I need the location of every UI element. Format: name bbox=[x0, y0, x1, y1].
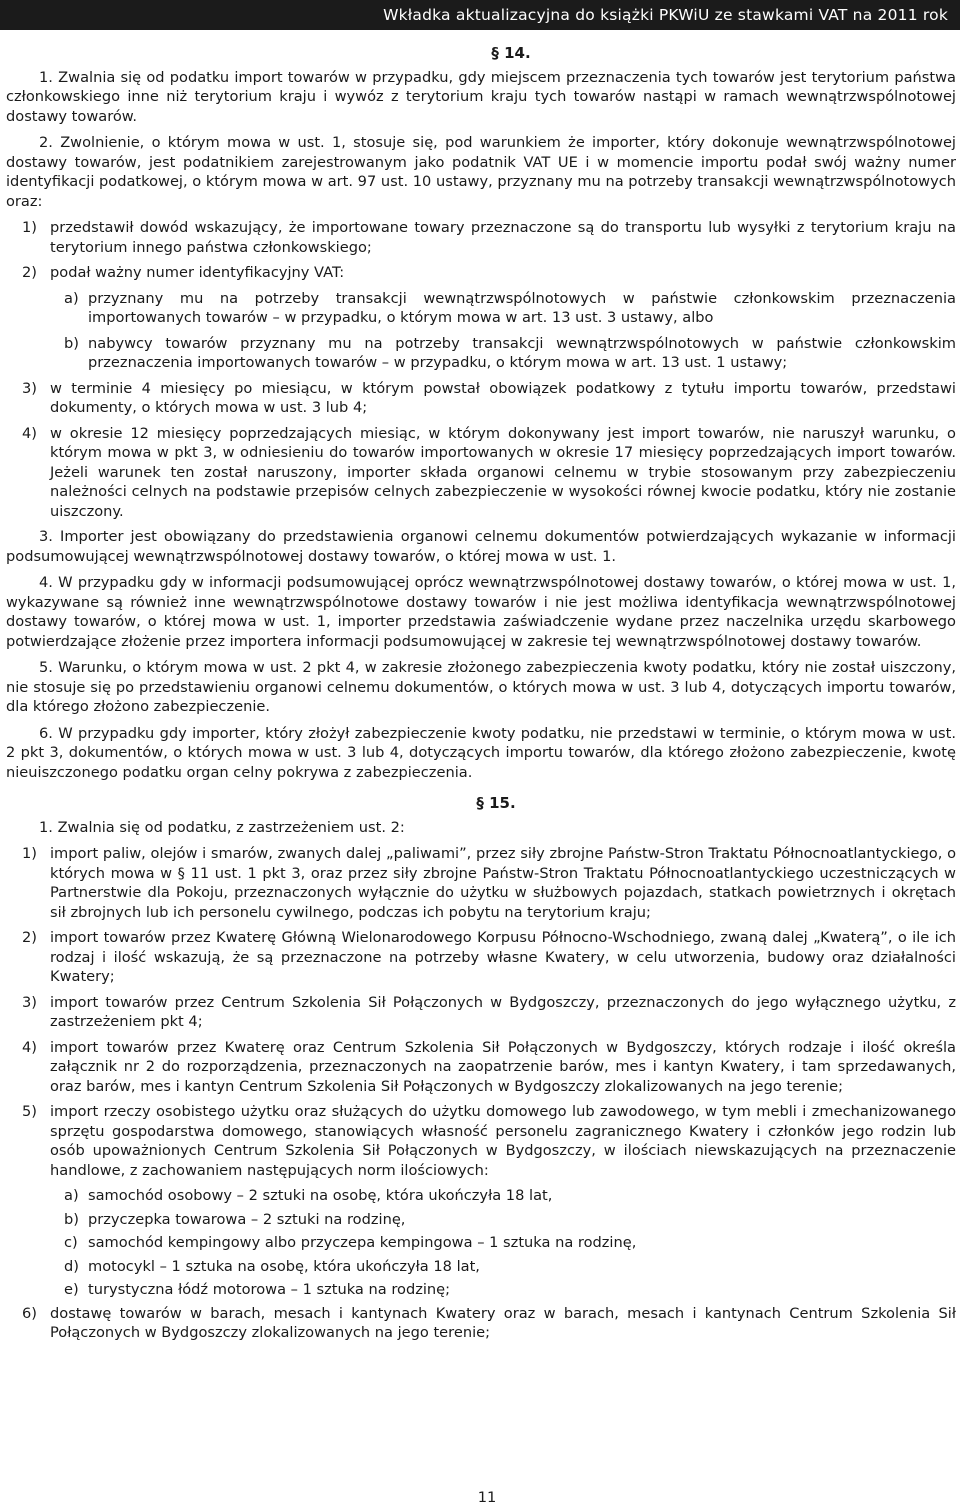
item-text: motocykl – 1 sztuka na osobę, która ukończyła 18 lat, bbox=[88, 1257, 480, 1275]
item-text: samochód kempingowy albo przyczepa kempingowa – 1 sztuka na rodzinę, bbox=[88, 1234, 637, 1251]
item-text: import towarów przez Kwaterę Główną Wielonarodowego Korpusu Północno-Wschodniego, zwaną dalej „Kwaterą”, o ile ich rodzaj i ilość wskazują, że są przeznaczone na potrzeby własne Kwatery, w celu utworzenia, budowy oraz działalności Kwatery; bbox=[50, 929, 956, 985]
sub-list-item bbox=[6, 1257, 956, 1277]
item-letter: e) bbox=[64, 1281, 79, 1298]
list-item bbox=[6, 1102, 956, 1180]
sub-list-item bbox=[6, 334, 956, 373]
running-header: Wkładka aktualizacyjna do książki PKWiU ze stawkami VAT na 2011 rok bbox=[0, 0, 960, 30]
paragraph-14-5: 5. Warunku, o którym mowa w ust. 2 pkt 4, w zakresie złożonego zabezpieczenia kwoty podatku, który nie został uiszczony, nie stosuje się po przedstawieniu organowi celnemu dokumentów, o których mowa w ust. 3 lub 4, dotyczących importu towarów, dla którego złożono zabezpieczenie. bbox=[6, 659, 956, 715]
list-item bbox=[6, 424, 956, 522]
sub-list-item bbox=[6, 1186, 956, 1206]
item-letter: b) bbox=[64, 1210, 79, 1228]
item-text: dostawę towarów w barach, mesach i kantynach Kwatery oraz w barach, mesach i kantynach Centrum Szkolenia Sił Połączonych w Bydgoszczy zlokalizowanych na jego terenie; bbox=[50, 1304, 956, 1341]
item-number: 1) bbox=[22, 845, 37, 862]
list-item bbox=[6, 1038, 956, 1097]
item-text: import towarów przez Kwaterę oraz Centrum Szkolenia Sił Połączonych w Bydgoszczy, których rodzaje i ilość określa załącznik nr 2 do rozporządzenia, przeznaczonych na zaopatrzenie barów, mes i kantyn Kwatery, i tam sprzedawanych, oraz barów, mes i kantyn Centrum Szkolenia Sił Połączonych w Bydgoszczy zlokalizowanych na jego terenie; bbox=[50, 1038, 956, 1095]
paragraph-14-1: 1. Zwalnia się od podatku import towarów w przypadku, gdy miejscem przeznaczenia tych towarów jest terytorium państwa członkowskiego inne niż terytorium kraju i wywóz z terytorium kraju tych towarów nastąpi w ramach wewnątrzwspólnotowej dostawy towarów. bbox=[6, 68, 956, 125]
list-item bbox=[6, 1304, 956, 1343]
item-number: 1) bbox=[22, 219, 37, 236]
item-text: przyznany mu na potrzeby transakcji wewnątrzwspólnotowych w państwie członkowskim przeznaczenia importowanych towarów – w przypadku, o którym mowa w art. 13 ust. 3 ustawy, albo bbox=[88, 289, 956, 326]
list-item bbox=[6, 218, 956, 257]
item-text: przyczepka towarowa – 2 sztuki na rodzinę, bbox=[88, 1210, 406, 1228]
item-text: turystyczna łódź motorowa – 1 sztuka na rodzinę; bbox=[88, 1281, 451, 1298]
item-letter: d) bbox=[64, 1257, 79, 1275]
paragraph-14-4: 4. W przypadku gdy w informacji podsumowującej oprócz wewnątrzwspólnotowej dostawy towarów, o której mowa w ust. 1, wykazywane są również inne wewnątrzwspólnotowe dostawy towarów i nie jest możliwa identyfikacja wewnątrzwspólnotowej dostawy towarów, o której mowa w ust. 1, importer przedstawia zaświadczenie wydane przez naczelnika urzędu skarbowego potwierdzające złożenie przez importera informacji podsumowującej w zakresie tej wewnątrzwspólnotowej dostawy towarów. bbox=[6, 574, 956, 650]
paragraph-15-1: 1. Zwalnia się od podatku, z zastrzeżeniem ust. 2: bbox=[39, 818, 405, 836]
item-number: 5) bbox=[22, 1103, 37, 1120]
item-number: 2) bbox=[22, 264, 37, 281]
item-number: 6) bbox=[22, 1304, 37, 1322]
item-text: przedstawił dowód wskazujący, że importowane towary przeznaczone są do transportu lub wysyłki z terytorium kraju na terytorium innego państwa członkowskiego; bbox=[50, 219, 956, 256]
section-title-14: § 14. bbox=[491, 44, 531, 62]
item-text: import rzeczy osobistego użytku oraz służących do użytku domowego lub zawodowego, w tym mebli i zmechanizowanego sprzętu gospodarstwa domowego, stanowiących własność personelu zagranicznego Kwatery i członków jego rodzin lub osób upoważnionych Centrum Szkolenia Sił Połączonych w Bydgoszczy, w ilościach niewskazujących na przeznaczenie handlowe, z zachowaniem następujących norm ilościowych: bbox=[50, 1103, 956, 1179]
sub-list-item bbox=[6, 1280, 956, 1300]
list-item bbox=[6, 844, 956, 922]
page-content bbox=[6, 42, 956, 1349]
item-text: w okresie 12 miesięcy poprzedzających miesiąc, w którym dokonywany jest import towarów, nie naruszył warunku, o którym mowa w pkt 3, w odniesieniu do towarów importowanych w okresie 17 miesięcy poprzedzających import towarów. Jeżeli warunek ten został naruszony, importer składa organowi celnemu w trybie stosowanym przy zabezpieczeniu należności celnych na podstawie przepisów celnych zabezpieczenie w wysokości równej kwocie podatku, który nie zostanie uiszczony. bbox=[50, 424, 956, 520]
item-text: nabywcy towarów przyznany mu na potrzeby transakcji wewnątrzwspólnotowych w państwie członkowskim przeznaczenia importowanych towarów – w przypadku, o którym mowa w art. 13 ust. 1 ustawy; bbox=[88, 334, 956, 371]
item-letter: a) bbox=[64, 1187, 79, 1204]
section-title-15: § 15. bbox=[476, 794, 516, 812]
item-text: import towarów przez Centrum Szkolenia Sił Połączonych w Bydgoszczy, przeznaczonych do jego wyłącznego użytku, z zastrzeżeniem pkt 4; bbox=[50, 993, 956, 1030]
item-text: samochód osobowy – 2 sztuki na osobę, która ukończyła 18 lat, bbox=[88, 1187, 553, 1204]
list-item bbox=[6, 993, 956, 1032]
paragraph-14-2: 2. Zwolnienie, o którym mowa w ust. 1, stosuje się, pod warunkiem że importer, który dokonuje wewnątrzwspólnotowej dostawy towarów, jest podatnikiem zarejestrowanym jako podatnik VAT UE i w momencie importu podał swój ważny numer identyfikacji podatkowej, o którym mowa w art. 97 ust. 10 ustawy, przyznany mu na potrzeby transakcji wewnątrzwspólnotowych oraz: bbox=[6, 134, 956, 210]
item-number: 4) bbox=[22, 1038, 37, 1056]
item-text: import paliw, olejów i smarów, zwanych dalej „paliwami”, przez siły zbrojne Państw-Stron Traktatu Północnoatlantyckiego, o których mowa w § 11 ust. 1 pkt 3, oraz przez siły zbrojne Państw-Stron Traktatu Północnoatlantyckiego uczestniczących w Partnerstwie dla Pokoju, przeznaczonych wyłącznie do użytku w służbowych pojazdach, statkach powietrznych i okrętach sił zbrojnych lub ich personelu cywilnego, podczas ich pobytu na terytorium kraju; bbox=[50, 845, 956, 921]
sub-list-item bbox=[6, 1233, 956, 1253]
list-item bbox=[6, 263, 956, 283]
item-number: 3) bbox=[22, 379, 37, 397]
paragraph-14-6: 6. W przypadku gdy importer, który złożył zabezpieczenie kwoty podatku, nie przedstawi w terminie, o którym mowa w ust. 2 pkt 3, dokumentów, o których mowa w ust. 3 lub 4, dotyczących importu towarów, dla którego złożono zabezpieczenie, kwotę nieuiszczonego podatku organ celny pokrywa z zabezpieczenia. bbox=[6, 724, 956, 781]
item-number: 2) bbox=[22, 929, 37, 946]
list-item bbox=[6, 379, 956, 418]
item-number: 4) bbox=[22, 424, 37, 442]
sub-list-item bbox=[6, 289, 956, 328]
sub-list-item bbox=[6, 1210, 956, 1230]
item-letter: c) bbox=[64, 1234, 78, 1251]
item-text: podał ważny numer identyfikacyjny VAT: bbox=[50, 264, 345, 281]
item-letter: b) bbox=[64, 334, 79, 352]
list-item bbox=[6, 928, 956, 987]
page-number: 11 bbox=[477, 1489, 497, 1506]
item-letter: a) bbox=[64, 289, 79, 307]
item-number: 3) bbox=[22, 993, 37, 1011]
item-text: w terminie 4 miesięcy po miesiącu, w którym powstał obowiązek podatkowy z tytułu importu towarów, przedstawi dokumenty, o których mowa w ust. 3 lub 4; bbox=[50, 379, 956, 416]
paragraph-14-3: 3. Importer jest obowiązany do przedstawienia organowi celnemu dokumentów potwierdzających wykazanie w informacji podsumowującej wewnątrzwspólnotowej dostawy towarów, o której mowa w ust. 1. bbox=[6, 528, 956, 565]
